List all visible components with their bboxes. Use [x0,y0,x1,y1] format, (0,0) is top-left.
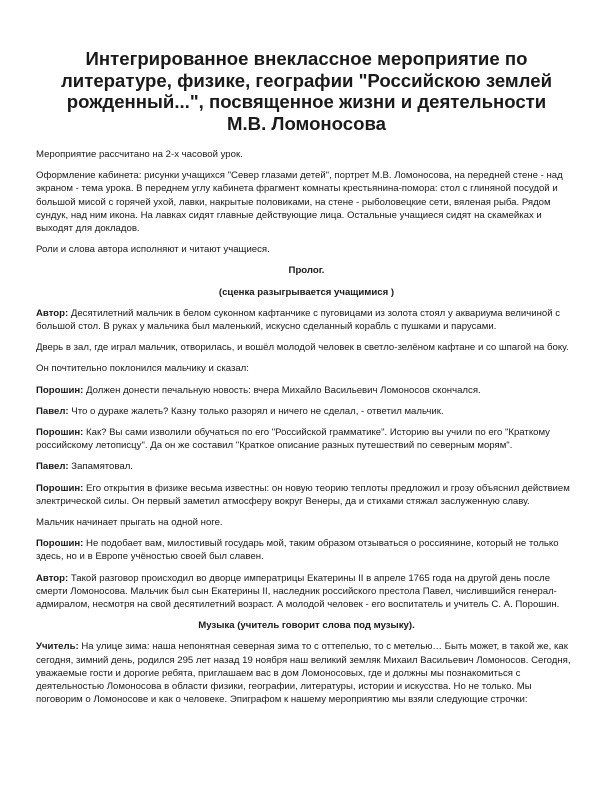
speaker-name: Порошин: [36,427,84,439]
dialogue-line [36,516,577,529]
line-text: Что о дураке жалеть? Казну только разорял и ничего не сделал, - ответил мальчик. [68,405,444,417]
line-text: Такой разговор происходил во дворце императрицы Екатерины II в апреле 1765 года на другой день после смерти Ломоносова. Мальчик был сын Екатерины II, наследник российского престола Павел, числившийся генерал-адмиралом, несмотря на свой десятилетний возраст. А молодой человек - его воспитатель и учитель С. А. Порошин. [36,572,560,611]
dialogue-line [36,426,577,452]
line-text: Мальчик начинает прыгать на одной ноге. [36,517,223,529]
intro-roles: Роли и слова автора исполняют и читают учащиеся. [36,244,270,256]
speaker-name: Порошин: [36,482,84,494]
dialogue-line [36,460,577,473]
speaker-name: Павел: [36,405,69,417]
music-heading: Музыка (учитель говорит слова под музыку). [198,620,415,632]
speaker-name: Порошин: [36,384,84,396]
intro-duration: Мероприятие рассчитано на 2-х часовой урок. [36,149,243,160]
speaker-name: Порошин: [36,538,84,550]
line-text: На улице зима: наша непонятная северная зима то с оттепелью, то с метелью… Быть может, в такой же, как сегодня, зимний день, родился 295 лет назад 19 ноября наш великий земляк Михаил Васильевич Ломоносов. Сегодня, уважаемые гости и дорогие ребята, приглашаем вас в дом Ломоносовых, где и должны мы познакомиться с деятельностью Ломоносова в области физики, географии, литературы, истории и искусства. Но не только. Мы поговорим о Ломоносове и как о человеке. Эпиграфом к нашему мероприятию мы взяли следующие строчки: [36,641,571,706]
line-text: Запамятовал. [68,461,133,473]
teacher-line [36,640,577,706]
document-title: Интегрированное внеклассное мероприятие по литературе, физике, географии "Российскою землей рожденный...", посвященное жизни и деятельности М.В. Ломоносова [60,48,553,134]
line-text: Он почтительно поклонился мальчику и сказал: [36,363,249,375]
dialogue-line [36,384,577,397]
speaker-name: Учитель: [36,641,79,653]
dialogue-line [36,572,577,612]
line-text: Десятилетний мальчик в белом суконном кафтанчике с пуговицами из золота стоял у аквариума величиной с большой стол. В руках у мальчика был маленький, искусно сделанный корабль с пушками и парусами. [36,307,561,333]
line-text: Должен донести печальную новость: вчера Михайло Васильевич Ломоносов скончался. [83,384,481,396]
line-text: Как? Вы сами изволили обучаться по его "Российской грамматике". Историю вы учили по его "Краткому российскому летописцу". Да он же составил "Краткое описание разных путешествий по северным морям". [36,427,550,452]
speaker-name: Автор: [36,572,69,584]
line-text: Его открытия в физике весьма известны: он новую теорию теплоты предложил и грозу объяснил действием электрической силы. Он первый заметил атмосферу вокруг Венеры, да и стихами стяжал заслуженную славу. [36,482,570,507]
intro-decoration: Оформление кабинета: рисунки учащихся "Север глазами детей", портрет М.В. Ломоносова, на передней стене - над экраном - тема урока. В переднем углу кабинета фрагмент комнаты крестьянина-помора: стол с глиняной посудой и большой мисой с горячей ухой, лавки, накрытые половиками, на стене - рыболовецкие сети, вяленая рыба. Рядом сундук, над ним икона. На лавках сидят главные действующие лица. Остальные учащиеся сидят на скамейках и выходят для докладов. [36,170,563,235]
dialogue-line [36,307,577,333]
dialogue-line [36,482,577,508]
speaker-name: Автор: [36,307,69,319]
prologue-subheading: (сценка разыгрывается учащимися ) [218,286,395,298]
dialogue-line [36,341,577,354]
dialogue-line [36,362,577,375]
prologue-heading: Пролог. [288,265,325,277]
line-text: Не подобает вам, милостивый государь мой, таким образом отзываться о россиянине, который не только здесь, но и в Европе учёностью своей был славен. [36,538,559,563]
dialogue-line [36,537,577,563]
line-text: Дверь в зал, где играл мальчик, отворилась, и вошёл молодой человек в светло-зелёном кафтане и со шпагой на боку. [36,342,569,354]
dialogue-line [36,405,577,418]
speaker-name: Павел: [36,461,69,473]
